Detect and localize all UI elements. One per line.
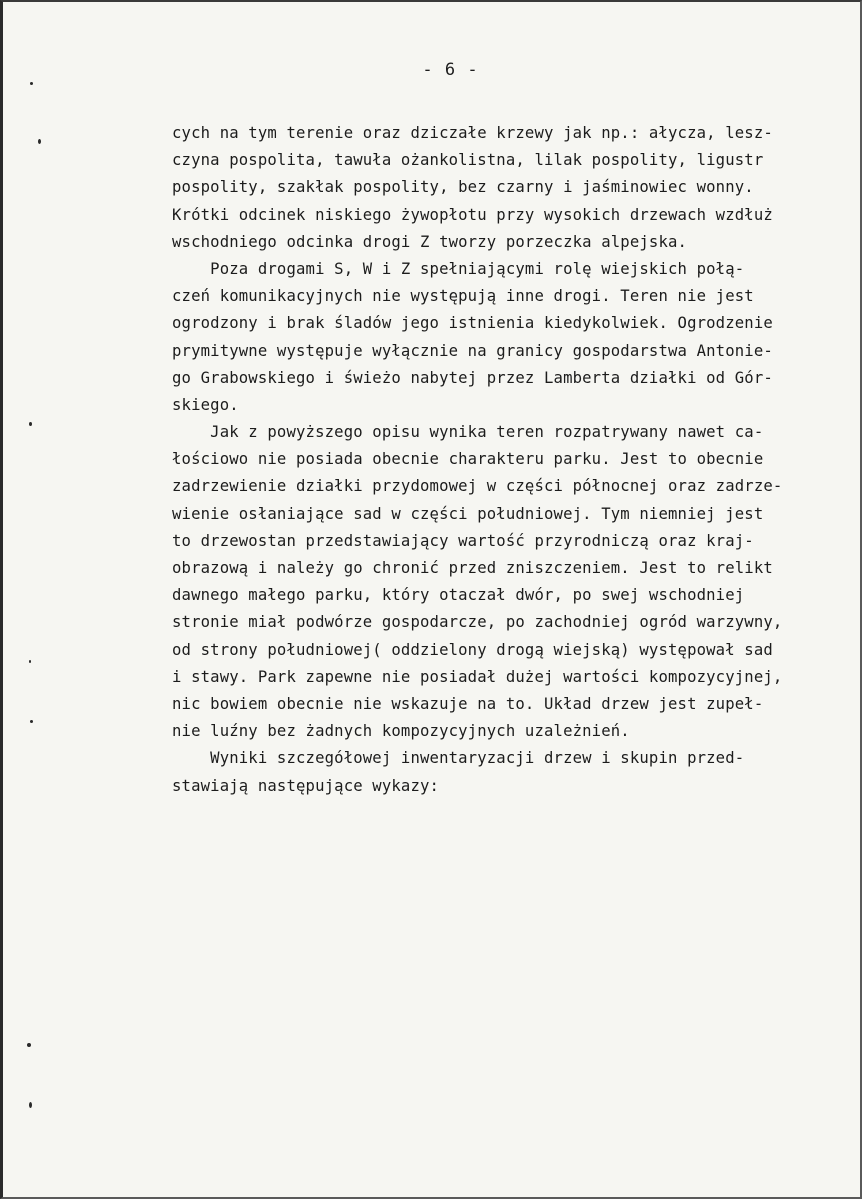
text-line: łościowo nie posiada obecnie charakteru parku. Jest to obecnie [172, 450, 764, 469]
text-line: cych na tym terenie oraz dziczałe krzewy jak np.: ałycza, lesz- [172, 124, 773, 142]
text-line: Krótki odcinek niskiego żywopłotu przy wysokich drzewach wzdłuż [172, 205, 773, 224]
page-number: - 6 - [422, 60, 479, 80]
scan-speck [30, 82, 33, 85]
scan-speck [30, 720, 33, 723]
text-line: od strony południowej( oddzielony drogą wiejską) występował sad [172, 640, 773, 659]
text-line: Wyniki szczegółowej inwentaryzacji drzew i skupin przed- [172, 749, 745, 768]
scan-speck [38, 139, 41, 144]
text-line: pospolity, szakłak pospolity, bez czarny i jaśminowiec wonny. [172, 178, 754, 197]
text-line: dawnego małego parku, który otaczał dwór, po swej wschodniej [172, 586, 745, 605]
text-line: stawiają następujące wykazy: [172, 776, 440, 795]
scan-speck [27, 1043, 31, 1047]
text-line: go Grabowskiego i świeżo nabytej przez Lamberta działki od Gór- [172, 368, 773, 387]
text-line: wienie osłaniające sad w części południowej. Tym niemniej jest [172, 504, 764, 523]
text-line: zadrzewienie działki przydomowej w części północnej oraz zadrze- [172, 477, 783, 496]
text-line: skiego. [172, 395, 239, 414]
scan-speck [29, 1102, 32, 1108]
text-line: wschodniego odcinka drogi Z tworzy porzeczka alpejska. [172, 232, 688, 251]
text-line: czeń komunikacyjnych nie występują inne drogi. Teren nie jest [172, 287, 754, 306]
scan-speck [29, 660, 31, 663]
text-line: i stawy. Park zapewne nie posiadał dużej wartości kompozycyjnej, [172, 667, 783, 686]
body-text [172, 120, 836, 800]
text-line: to drzewostan przedstawiający wartość przyrodniczą oraz kraj- [172, 531, 754, 550]
text-line: nic bowiem obecnie nie wskazuje na to. Układ drzew jest zupeł- [172, 694, 764, 713]
text-line: Jak z powyższego opisu wynika teren rozpatrywany nawet ca- [172, 423, 764, 442]
scan-speck [29, 422, 32, 426]
text-line: obrazową i należy go chronić przed zniszczeniem. Jest to relikt [172, 559, 773, 577]
text-line: ogrodzony i brak śladów jego istnienia kiedykolwiek. Ogrodzenie [172, 314, 773, 333]
text-line: stronie miał podwórze gospodarcze, po zachodniej ogród warzywny, [172, 613, 783, 632]
text-line: nie luźny bez żadnych kompozycyjnych uzależnień. [172, 722, 630, 741]
text-line: Poza drogami S, W i Z spełniającymi rolę wiejskich połą- [172, 259, 745, 278]
text-line: czyna pospolita, tawuła ożankolistna, lilak pospolity, ligustr [172, 151, 764, 170]
text-line: prymitywne występuje wyłącznie na granicy gospodarstwa Antonie- [172, 341, 773, 360]
